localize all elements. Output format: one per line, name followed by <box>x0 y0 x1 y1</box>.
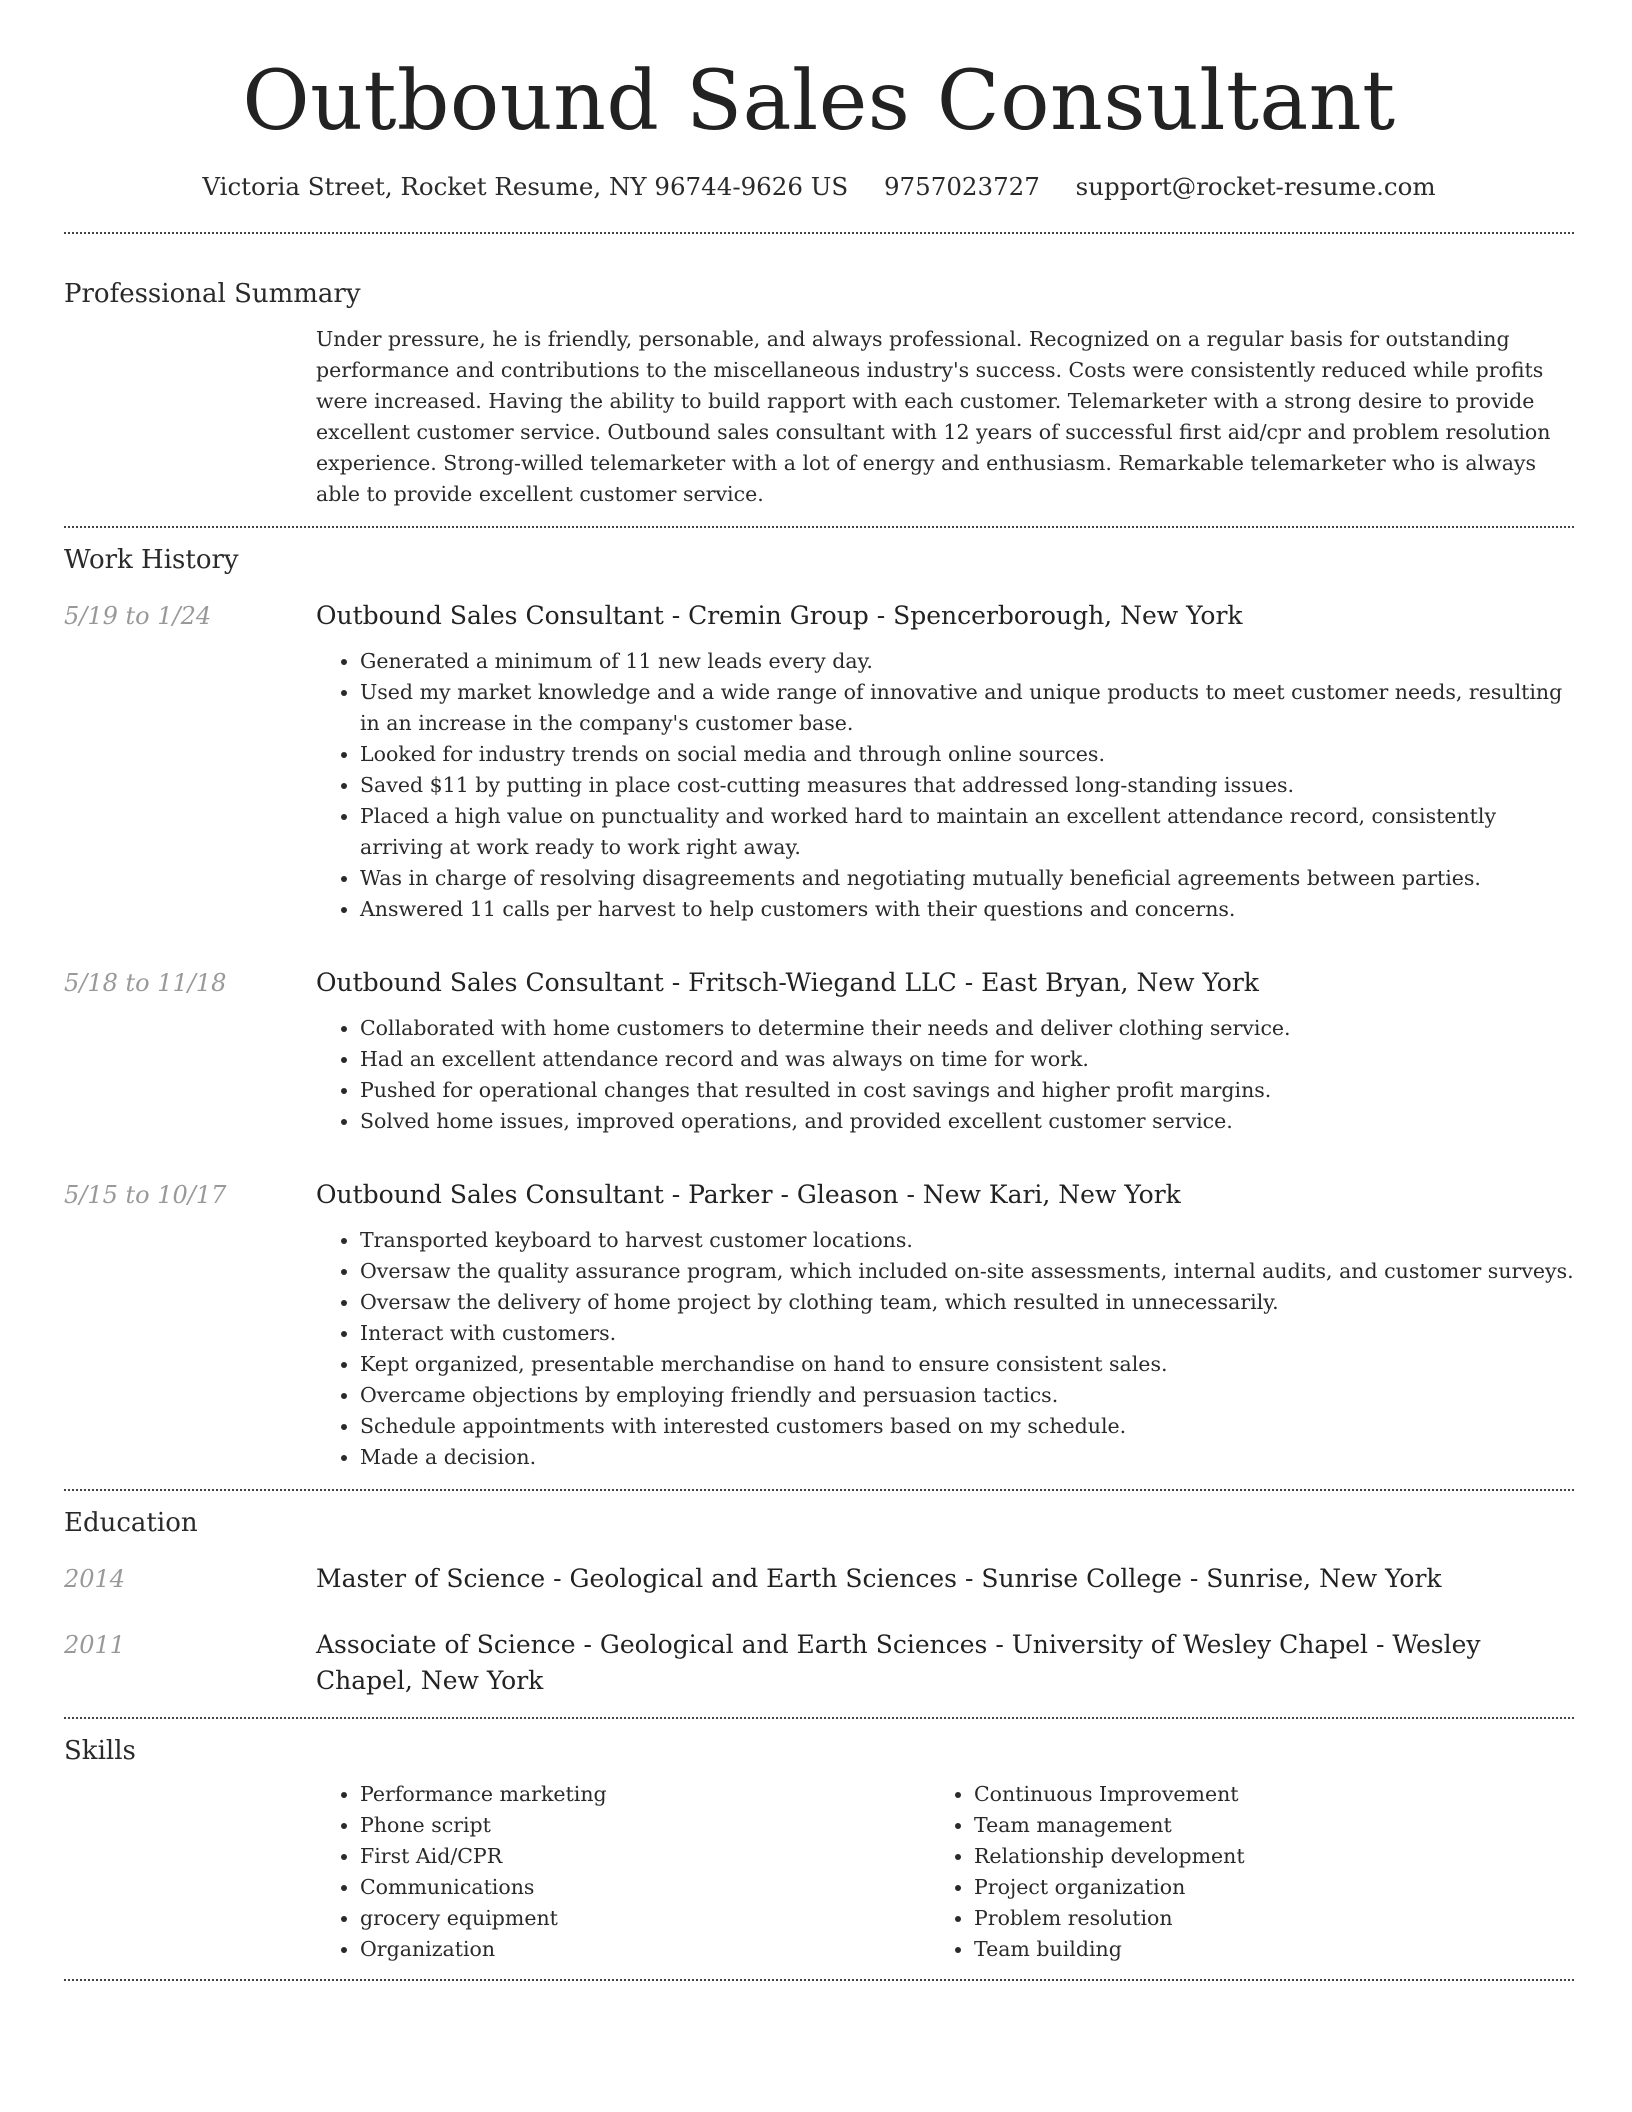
job-bullet: • Collaborated with home customers to determine their needs and deliver clothing service. <box>360 1013 1574 1044</box>
contact-phone: 9757023727 <box>883 172 1040 201</box>
job-bullets <box>316 1013 1574 1137</box>
summary-text: Under pressure, he is friendly, personable, and always professional. Recognized on a regular basis for outstanding performance and contributions to the miscellaneous industry's success. Costs were consistently reduced while profits were increased. Having the ability to build rapport with each customer. Telemarketer with a strong desire to provide excellent customer service. Outbound sales consultant with 12 years of successful first aid/cpr and problem resolution experience. Strong-willed telemarketer with a lot of energy and enthusiasm. Remarkable telemarketer who is always able to provide excellent customer service. <box>316 327 1551 506</box>
contact-line <box>64 170 1574 204</box>
job-bullet: • Answered 11 calls per harvest to help customers with their questions and concerns. <box>360 894 1574 925</box>
skill-item: • grocery equipment <box>360 1903 930 1934</box>
skill-item: • Performance marketing <box>360 1779 930 1810</box>
skills-columns <box>316 1779 1574 1965</box>
job-dates: 5/18 to 11/18 <box>64 969 227 997</box>
job-bullet: • Had an excellent attendance record and was always on time for work. <box>360 1044 1574 1075</box>
summary-row <box>64 312 1574 526</box>
contact-email: support@rocket-resume.com <box>1075 172 1436 201</box>
education-list <box>64 1561 1574 1699</box>
job-bullet: • Solved home issues, improved operations, and provided excellent customer service. <box>360 1106 1574 1137</box>
job-bullet: • Interact with customers. <box>360 1318 1574 1349</box>
work-list <box>64 598 1574 1473</box>
job-bullet: • Overcame objections by employing friendly and persuasion tactics. <box>360 1380 1574 1411</box>
candidate-name: Outbound Sales Consultant <box>242 54 1396 149</box>
divider <box>64 1489 1574 1491</box>
skills-row <box>64 1769 1574 1979</box>
section-title-summary: Professional Summary <box>64 279 361 309</box>
resume-content <box>64 52 1574 1981</box>
skill-item: • Team building <box>974 1934 1574 1965</box>
job-heading: Outbound Sales Consultant - Fritsch-Wiegand LLC - East Bryan, New York <box>316 968 1259 997</box>
education-degree: Master of Science - Geological and Earth Sciences - Sunrise College - Sunrise, New York <box>316 1564 1442 1593</box>
divider <box>64 1717 1574 1719</box>
job-bullet: • Made a decision. <box>360 1442 1574 1473</box>
skill-item: • Team management <box>974 1810 1574 1841</box>
job-dates: 5/19 to 1/24 <box>64 602 212 630</box>
job-bullet: • Was in charge of resolving disagreements and negotiating mutually beneficial agreements between parties. <box>360 863 1574 894</box>
job-heading: Outbound Sales Consultant - Parker - Gleason - New Kari, New York <box>316 1180 1181 1209</box>
skills-list-right <box>930 1779 1574 1965</box>
job-entry <box>64 1177 1574 1473</box>
education-entry <box>64 1561 1574 1597</box>
skills-list-left <box>316 1779 930 1965</box>
divider <box>64 526 1574 528</box>
job-bullet: • Placed a high value on punctuality and worked hard to maintain an excellent attendance record, consistently arriving at work ready to work right away. <box>360 801 1574 863</box>
divider <box>64 1979 1574 1981</box>
job-bullet: • Used my market knowledge and a wide range of innovative and unique products to meet customer needs, resulting in an increase in the company's customer base. <box>360 677 1574 739</box>
job-bullet: • Generated a minimum of 11 new leads every day. <box>360 646 1574 677</box>
section-title-education: Education <box>64 1508 198 1538</box>
skill-item: • Problem resolution <box>974 1903 1574 1934</box>
skill-item: • Project organization <box>974 1872 1574 1903</box>
job-bullet: • Transported keyboard to harvest customer locations. <box>360 1225 1574 1256</box>
job-heading: Outbound Sales Consultant - Cremin Group - Spencerborough, New York <box>316 601 1243 630</box>
job-bullets <box>316 646 1574 925</box>
job-bullet: • Pushed for operational changes that resulted in cost savings and higher profit margins. <box>360 1075 1574 1106</box>
job-bullet: • Looked for industry trends on social media and through online sources. <box>360 739 1574 770</box>
job-bullets <box>316 1225 1574 1473</box>
skill-item: • First Aid/CPR <box>360 1841 930 1872</box>
education-degree: Associate of Science - Geological and Earth Sciences - University of Wesley Chapel - Wesley Chapel, New York <box>316 1630 1481 1695</box>
education-year: 2011 <box>64 1631 126 1659</box>
job-entry <box>64 965 1574 1137</box>
job-bullet: • Oversaw the delivery of home project by clothing team, which resulted in unnecessarily. <box>360 1287 1574 1318</box>
education-entry <box>64 1627 1574 1699</box>
job-bullet: • Oversaw the quality assurance program, which included on-site assessments, internal audits, and customer surveys. <box>360 1256 1574 1287</box>
section-title-work: Work History <box>64 545 239 575</box>
job-entry <box>64 598 1574 925</box>
job-bullet: • Schedule appointments with interested customers based on my schedule. <box>360 1411 1574 1442</box>
job-dates: 5/15 to 10/17 <box>64 1181 227 1209</box>
job-bullet: • Saved $11 by putting in place cost-cutting measures that addressed long-standing issues. <box>360 770 1574 801</box>
section-title-skills: Skills <box>64 1736 136 1766</box>
skill-item: • Relationship development <box>974 1841 1574 1872</box>
skill-item: • Phone script <box>360 1810 930 1841</box>
skill-item: • Communications <box>360 1872 930 1903</box>
skill-item: • Organization <box>360 1934 930 1965</box>
education-year: 2014 <box>64 1565 126 1593</box>
contact-address: Victoria Street, Rocket Resume, NY 96744-9626 US <box>202 172 849 201</box>
skill-item: • Continuous Improvement <box>974 1779 1574 1810</box>
divider <box>64 232 1574 234</box>
job-bullet: • Kept organized, presentable merchandise on hand to ensure consistent sales. <box>360 1349 1574 1380</box>
